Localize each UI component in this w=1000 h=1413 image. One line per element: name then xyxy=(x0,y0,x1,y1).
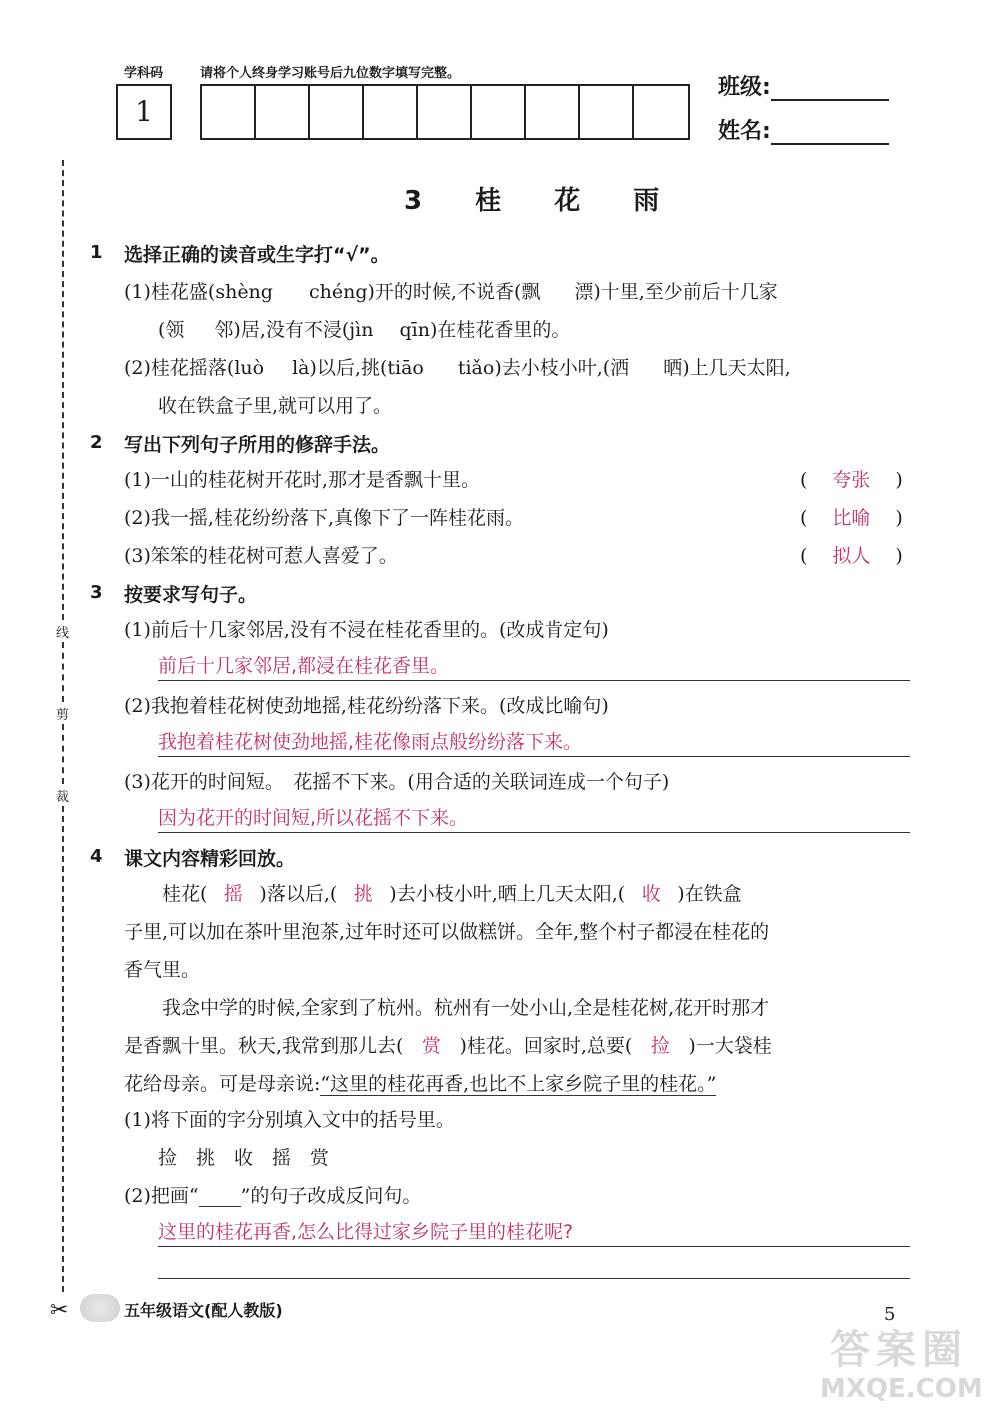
class-field[interactable] xyxy=(718,70,889,101)
q1-line2 xyxy=(158,316,570,344)
q1-text: (领 xyxy=(158,319,185,341)
account-digit-box[interactable] xyxy=(364,86,418,140)
q4-text: )桂花。回家时,总要( xyxy=(459,1035,633,1057)
q1-title: 选择正确的读音或生字打“√”。 xyxy=(124,244,390,266)
q4-text: ”的句子改成反问句。 xyxy=(240,1185,422,1207)
q1-number: 1 xyxy=(90,242,103,263)
subject-code-label: 学科码 xyxy=(124,66,164,81)
q4-text: )一大袋桂 xyxy=(688,1035,772,1057)
cut-label-cai: 裁 xyxy=(56,786,69,805)
q1-line1 xyxy=(124,278,778,306)
account-digit-box[interactable] xyxy=(472,86,526,140)
q1-text: (1)桂花盛(shèng xyxy=(124,281,273,303)
q4-text: 是香飘十里。秋天,我常到那儿去( xyxy=(124,1035,404,1057)
q4-text: )落以后,( xyxy=(259,883,338,905)
q1-line4: 收在铁盒子里,就可以用了。 xyxy=(158,395,393,417)
q2-item-2: (2)我一摇,桂花纷纷落下,真像下了一阵桂花雨。 xyxy=(124,507,524,529)
q2-item-3: (3)笨笨的桂花树可惹人喜爱了。 xyxy=(124,545,398,567)
q1-line3 xyxy=(124,354,791,382)
q2-answer-1: 夸张 xyxy=(832,469,871,491)
class-label: 班级: xyxy=(718,75,771,100)
name-input-line[interactable] xyxy=(771,121,889,145)
cut-line-mid2 xyxy=(62,724,64,784)
q4-sub2-answer[interactable]: 这里的桂花再香,怎么比得过家乡院子里的桂花呢? xyxy=(158,1218,910,1247)
footer-book-title: 五年级语文(配人教版) xyxy=(124,1301,283,1320)
q4-sub1: (1)将下面的字分别填入文中的括号里。 xyxy=(124,1109,455,1131)
q4-text: 桂花( xyxy=(162,883,208,905)
q4-passage-line4: 我念中学的时候,全家到了杭州。杭州有一处小山,全是桂花树,花开时那才 xyxy=(162,997,770,1019)
q4-passage-line6 xyxy=(124,1070,716,1098)
q1-text: (2)桂花摇落(luò xyxy=(124,357,265,379)
q3-title: 按要求写句子。 xyxy=(124,584,258,606)
q2-answer-box-2[interactable]: ( 比喻 ) xyxy=(800,504,903,532)
q3-answer-2[interactable]: 我抱着桂花树使劲地摇,桂花像雨点般纷纷落下来。 xyxy=(158,728,910,757)
q4-sub2 xyxy=(124,1182,421,1210)
page-title: 3 桂 花 雨 xyxy=(404,186,682,216)
underline-sample xyxy=(199,1188,241,1207)
q4-blank-answer-line[interactable] xyxy=(158,1252,910,1279)
q2-number: 2 xyxy=(90,432,103,453)
subject-code-box[interactable]: 1 xyxy=(116,84,172,140)
class-input-line[interactable] xyxy=(771,77,889,101)
cut-line-mid1 xyxy=(62,642,64,702)
watermark-logo: 答案圈 xyxy=(830,1327,968,1373)
name-field[interactable] xyxy=(718,114,889,145)
q2-answer-2: 比喻 xyxy=(832,507,871,529)
cut-label-jian: 剪 xyxy=(56,704,69,723)
q4-underlined-quote: “这里的桂花再香,也比不上家乡院子里的桂花。” xyxy=(320,1073,717,1095)
q2-answer-box-1[interactable]: ( 夸张 ) xyxy=(800,466,903,494)
account-digit-box[interactable] xyxy=(580,86,634,140)
q3-item-2: (2)我抱着桂花树使劲地摇,桂花纷纷落下来。(改成比喻句) xyxy=(124,695,609,717)
footer-badge-icon xyxy=(80,1294,120,1322)
cut-line-lower xyxy=(62,806,64,1292)
account-digit-box[interactable] xyxy=(310,86,364,140)
q4-passage-line3: 香气里。 xyxy=(124,959,201,981)
q4-text: (2)把画“ xyxy=(124,1185,199,1207)
instruction-text: 请将个人终身学习账号后九位数字填写完整。 xyxy=(200,66,461,81)
account-digit-box[interactable] xyxy=(634,86,688,140)
account-number-boxes[interactable] xyxy=(200,84,690,140)
cut-label-xian: 线 xyxy=(56,622,69,641)
q2-item-1: (1)一山的桂花树开花时,那才是香飘十里。 xyxy=(124,469,480,491)
q1-text: tiǎo)去小枝小叶,(洒 xyxy=(457,357,630,379)
q4-number: 4 xyxy=(90,846,103,867)
q4-answer-shou[interactable]: 收 xyxy=(641,883,661,905)
watermark-url: MXQE.COM xyxy=(820,1374,983,1404)
q4-answer-shang[interactable]: 赏 xyxy=(421,1035,441,1057)
q2-title: 写出下列句子所用的修辞手法。 xyxy=(124,434,391,456)
q3-item-1: (1)前后十几家邻居,没有不浸在桂花香里的。(改成肯定句) xyxy=(124,619,609,641)
cut-line-upper xyxy=(62,160,64,620)
q3-answer-3[interactable]: 因为花开的时间短,所以花摇不下来。 xyxy=(158,804,910,833)
q4-text: )在铁盒 xyxy=(677,883,742,905)
q4-answer-yao[interactable]: 摇 xyxy=(223,883,243,905)
q4-text: )去小枝小叶,晒上几天太阳,( xyxy=(389,883,626,905)
q1-text: qīn)在桂花香里的。 xyxy=(399,319,571,341)
q2-answer-3: 拟人 xyxy=(832,545,871,567)
q1-text: 晒)上几天太阳, xyxy=(663,357,791,379)
q1-text: 漂)十里,至少前后十几家 xyxy=(574,281,778,303)
page-number: 5 xyxy=(884,1304,896,1325)
account-digit-box[interactable] xyxy=(418,86,472,140)
q4-passage-line2: 子里,可以加在茶叶里泡茶,过年时还可以做糕饼。全年,整个村子都浸在桂花的 xyxy=(124,921,770,943)
name-label: 姓名: xyxy=(718,119,771,144)
q4-answer-jian[interactable]: 捡 xyxy=(650,1035,670,1057)
q4-answer-tiao[interactable]: 挑 xyxy=(353,883,373,905)
q3-number: 3 xyxy=(90,582,103,603)
q4-passage-line1 xyxy=(162,880,742,908)
q1-text: 邻)居,没有不浸(jìn xyxy=(214,319,374,341)
q3-answer-1[interactable]: 前后十几家邻居,都浸在桂花香里。 xyxy=(158,652,910,681)
account-digit-box[interactable] xyxy=(526,86,580,140)
q4-word-bank: 捡 挑 收 摇 赏 xyxy=(158,1147,330,1169)
q1-text: chéng)开的时候,不说香(飘 xyxy=(308,281,541,303)
q3-item-3: (3)花开的时间短。 花摇不下来。(用合适的关联词连成一个句子) xyxy=(124,771,670,793)
q1-text: là)以后,挑(tiāo xyxy=(292,357,424,379)
q4-title: 课文内容精彩回放。 xyxy=(124,848,296,870)
q2-answer-box-3[interactable]: ( 拟人 ) xyxy=(800,542,903,570)
account-digit-box[interactable] xyxy=(256,86,310,140)
q4-passage-line5 xyxy=(124,1032,772,1060)
scissors-icon: ✂ xyxy=(50,1298,69,1323)
account-digit-box[interactable] xyxy=(202,86,256,140)
q4-text: 花给母亲。可是母亲说: xyxy=(124,1073,321,1095)
